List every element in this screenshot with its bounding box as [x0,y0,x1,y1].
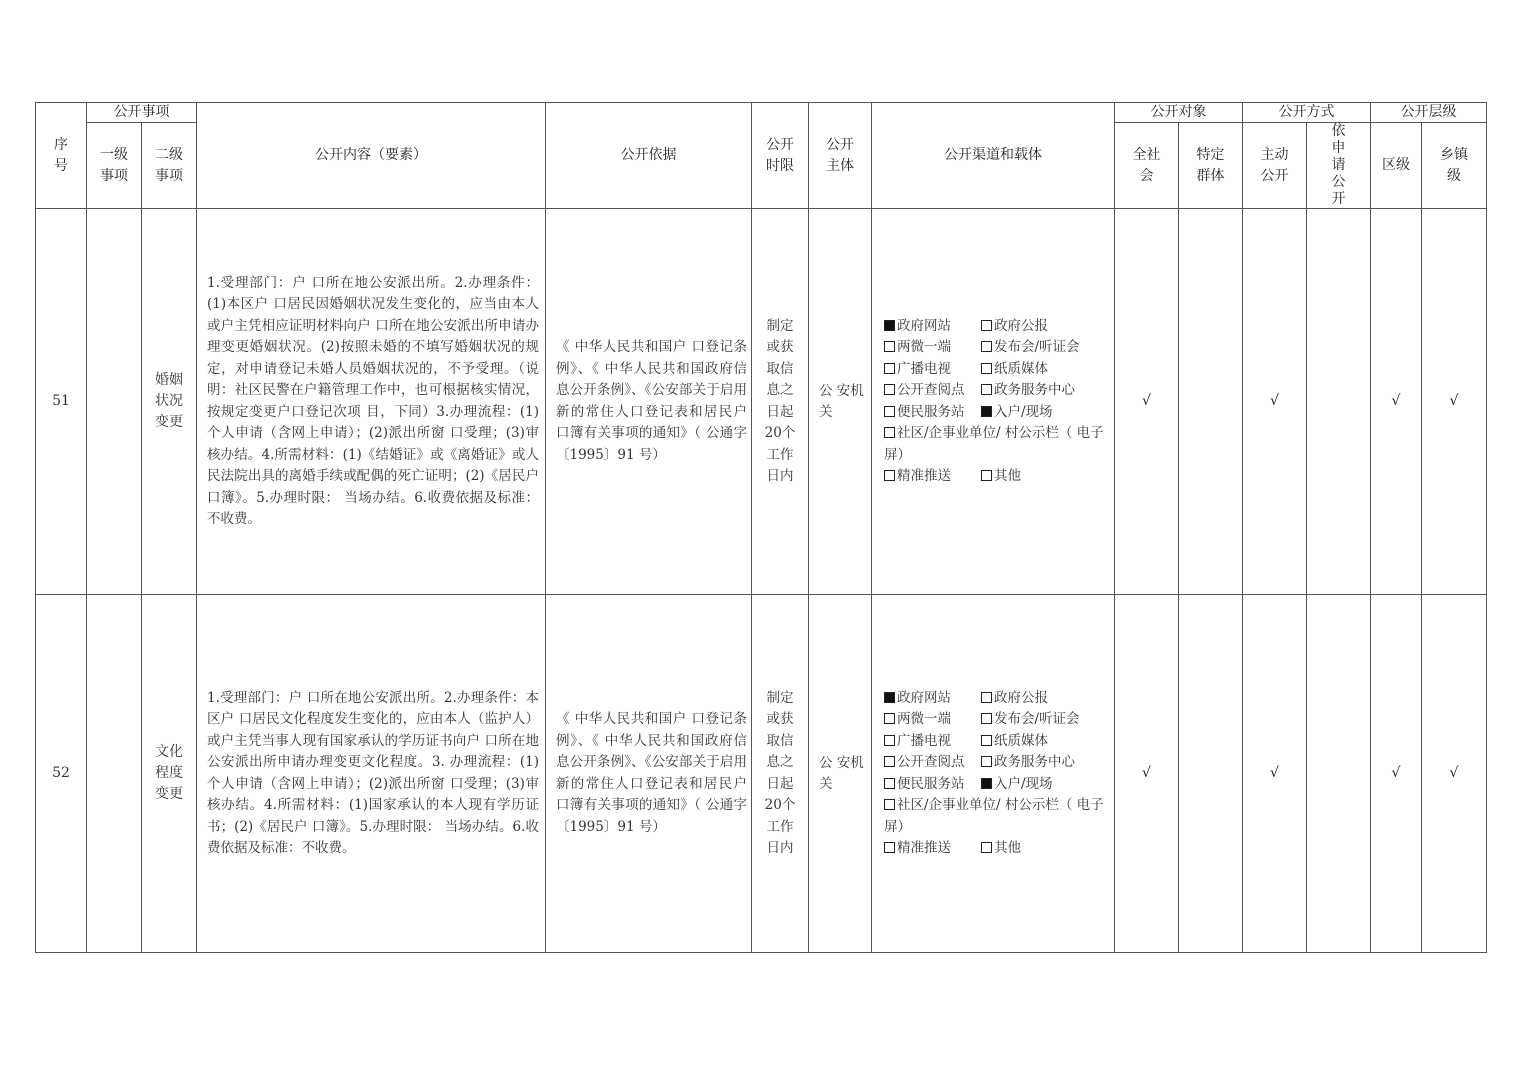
unchecked-box-icon [884,756,895,767]
unchecked-box-icon [981,713,992,724]
header-row-1 [36,103,1487,123]
unchecked-box-icon [884,363,895,374]
header-level-town: 乡镇级 [1422,123,1487,209]
channel-public-reading: 公开查阅点 [884,752,981,774]
row-period: 制定或获取信息之日起20个工作日内 [752,595,809,953]
channel-gov-website: 政府网站 [884,688,981,710]
row-level-town: √ [1422,209,1487,595]
row-seq: 52 [36,595,87,953]
channel-other: 其他 [981,838,1021,860]
header-seq: 序号 [36,103,87,209]
row-channels [872,595,1115,953]
channel-convenience-station: 便民服务站 [884,402,981,424]
header-items-group: 公开事项 [87,103,197,123]
unchecked-box-icon [884,842,895,853]
channel-service-center: 政务服务中心 [981,752,1075,774]
row-basis: 《 中华人民共和国户 口登记条例》、《 中华人民共和国政府信息公开条例》、《公安部关于启用新的常住人口登记表和居民户 口簿有关事项的通知》（ 公通字〔1995〕91 号） [546,209,752,595]
row-item-level2: 文化程度变更 [142,595,197,953]
unchecked-box-icon [981,756,992,767]
unchecked-box-icon [884,384,895,395]
channel-precision-push: 精准推送 [884,466,981,488]
channel-paper-media: 纸质媒体 [981,731,1048,753]
row-level-district: √ [1371,209,1422,595]
channel-gov-gazette: 政府公报 [981,316,1048,338]
header-target-specific: 特定群体 [1179,123,1243,209]
unchecked-box-icon [884,735,895,746]
channel-press-conference: 发布会/听证会 [981,709,1080,731]
channel-two-micro-one-end: 两微一端 [884,337,981,359]
channel-door-to-door: 入户/现场 [981,402,1053,424]
unchecked-box-icon [884,341,895,352]
header-method-group: 公开方式 [1243,103,1371,123]
row-target-specific [1179,209,1243,595]
checked-box-icon [884,320,895,331]
unchecked-box-icon [981,470,992,481]
row-period: 制定或获取信息之日起20个工作日内 [752,209,809,595]
channel-other: 其他 [981,466,1021,488]
header-item-level1: 一级事项 [87,123,142,209]
channel-radio-tv: 广播电视 [884,359,981,381]
row-target-all: √ [1115,595,1179,953]
channel-community-board: 社区/企事业单位/ 村公示栏（ 电子屏） [884,797,1104,835]
unchecked-box-icon [981,842,992,853]
row-item-level1 [87,209,142,595]
checked-box-icon [981,406,992,417]
row-method-apply [1307,595,1371,953]
row-basis: 《 中华人民共和国户 口登记条例》、《 中华人民共和国政府信息公开条例》、《公安部关于启用新的常住人口登记表和居民户 口簿有关事项的通知》（ 公通字〔1995〕91 号） [546,595,752,953]
row-target-all: √ [1115,209,1179,595]
header-period: 公开时限 [752,103,809,209]
header-method-active: 主动公开 [1243,123,1307,209]
channel-precision-push: 精准推送 [884,838,981,860]
row-method-active: √ [1243,209,1307,595]
row-method-apply [1307,209,1371,595]
disclosure-table [35,102,1487,953]
row-level-town: √ [1422,595,1487,953]
row-content: 1.受理部门：户 口所在地公安派出所。2.办理条件：本区户 口居民文化程度发生变化的，应由本人（监护人）或户主凭当事人现有国家承认的学历证书向户 口所在地公安派出所申请办理变更文化程度。3. 办理流程：(1)个人申请（含网上申请）；(2)派出所窗 口受理；(3)审核办结。4.所需材料：(1)国家承认的本人现有学历证书；(2)《居民户 口簿》。5.办理时限： 当场办结。6.收费依据及标准：不收费。 [197,595,546,953]
channel-convenience-station: 便民服务站 [884,774,981,796]
row-seq: 51 [36,209,87,595]
row-item-level2: 婚姻状况变更 [142,209,197,595]
header-target-group: 公开对象 [1115,103,1243,123]
channel-service-center: 政务服务中心 [981,380,1075,402]
channel-radio-tv: 广播电视 [884,731,981,753]
header-method-apply: 依申请公开 [1307,123,1371,209]
header-item-level2: 二级事项 [142,123,197,209]
unchecked-box-icon [981,384,992,395]
row-item-level1 [87,595,142,953]
channel-door-to-door: 入户/现场 [981,774,1053,796]
unchecked-box-icon [981,320,992,331]
table-row [36,209,1487,595]
header-target-all: 全社会 [1115,123,1179,209]
unchecked-box-icon [884,406,895,417]
checked-box-icon [884,692,895,703]
row-channels [872,209,1115,595]
channel-gov-website: 政府网站 [884,316,981,338]
unchecked-box-icon [884,470,895,481]
header-basis: 公开依据 [546,103,752,209]
channel-community-board: 社区/企事业单位/ 村公示栏（ 电子屏） [884,425,1104,463]
unchecked-box-icon [884,427,895,438]
header-level-group: 公开层级 [1371,103,1487,123]
row-target-specific [1179,595,1243,953]
checked-box-icon [981,778,992,789]
channel-two-micro-one-end: 两微一端 [884,709,981,731]
unchecked-box-icon [981,692,992,703]
table-row [36,595,1487,953]
unchecked-box-icon [981,341,992,352]
header-content: 公开内容（要素） [197,103,546,209]
channel-paper-media: 纸质媒体 [981,359,1048,381]
row-subject: 公 安机关 [809,209,872,595]
row-subject: 公 安机关 [809,595,872,953]
header-level-district: 区级 [1371,123,1422,209]
unchecked-box-icon [884,713,895,724]
unchecked-box-icon [981,735,992,746]
channel-press-conference: 发布会/听证会 [981,337,1080,359]
row-content: 1.受理部门：户 口所在地公安派出所。2.办理条件：(1)本区户 口居民因婚姻状况发生变化的，应当由本人或户主凭相应证明材料向户 口所在地公安派出所申请办理变更婚姻状况。(2)按照未婚的不填写婚姻状况的规定，对申请登记未婚人员婚姻状况的，不予受理。（说明：社区民警在户籍管理工作中，也可根据核实情况，按规定变更户口登记次项 目，下同）3.办理流程：(1)个人申请（含网上申请）；(2)派出所窗 口受理；(3)审核办结。4.所需材料：(1)《结婚证》或《离婚证》或人民法院出具的离婚手续或配偶的死亡证明；(2)《居民户 口簿》。5.办理时限： 当场办结。6.收费依据及标准：不收费。 [197,209,546,595]
channel-public-reading: 公开查阅点 [884,380,981,402]
header-channels: 公开渠道和载体 [872,103,1115,209]
unchecked-box-icon [884,799,895,810]
row-method-active: √ [1243,595,1307,953]
row-level-district: √ [1371,595,1422,953]
header-subject: 公开主体 [809,103,872,209]
channel-gov-gazette: 政府公报 [981,688,1048,710]
unchecked-box-icon [981,363,992,374]
unchecked-box-icon [884,778,895,789]
